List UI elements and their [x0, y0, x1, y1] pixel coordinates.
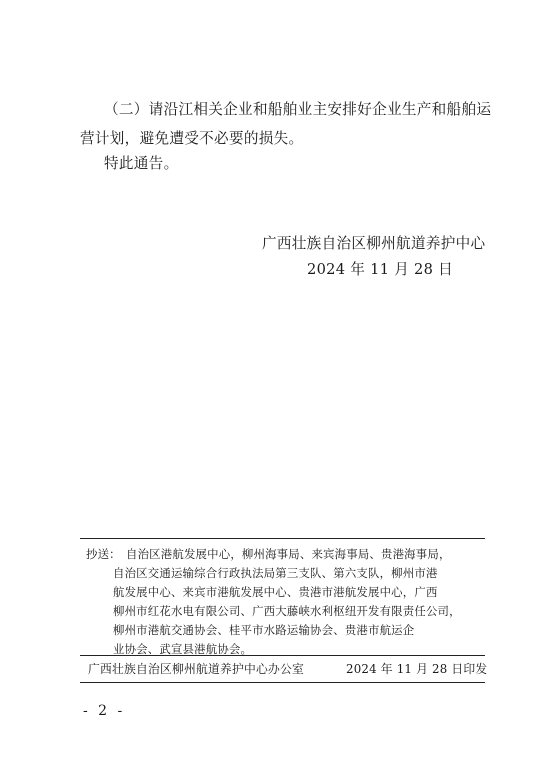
footer-issuer: 广西壮族自治区柳州航道养护中心办公室 — [88, 662, 304, 676]
closing-text: 特此通告。 — [104, 155, 179, 172]
body-paragraph-line-2: 营计划，避免遭受不必要的损失。 — [80, 130, 304, 147]
distribution-line-6: 业协会、武宣县港航协会。 — [113, 642, 253, 656]
footer-bottom-rule — [80, 682, 485, 683]
distribution-label: 抄送： — [86, 547, 121, 561]
signature-date: 2024 年 11 月 28 日 — [307, 261, 454, 278]
distribution-line-3: 航发展中心、来宾市港航发展中心、贵港市港航发展中心，广西 — [113, 585, 438, 599]
distribution-line-1: 自治区港航发展中心，柳州海事局、来宾海事局、贵港海事局， — [126, 547, 451, 561]
body-paragraph-line-1: （二）请沿江相关企业和船舶业主安排好企业生产和船舶运 — [104, 101, 492, 118]
distribution-line-5: 柳州市港航交通协会、桂平市水路运输协会、贵港市航运企 — [113, 623, 415, 637]
page-number: - 2 - — [83, 703, 126, 719]
distribution-middle-rule — [80, 655, 485, 656]
distribution-top-rule — [80, 538, 485, 539]
distribution-line-2: 自治区交通运输综合行政执法局第三支队、第六支队，柳州市港 — [113, 566, 438, 580]
distribution-line-4: 柳州市红花水电有限公司、广西大藤峡水利枢纽开发有限责任公司， — [113, 604, 461, 618]
signature-organization: 广西壮族自治区柳州航道养护中心 — [262, 235, 486, 252]
footer-issue-date: 2024 年 11 月 28 日印发 — [346, 662, 488, 676]
